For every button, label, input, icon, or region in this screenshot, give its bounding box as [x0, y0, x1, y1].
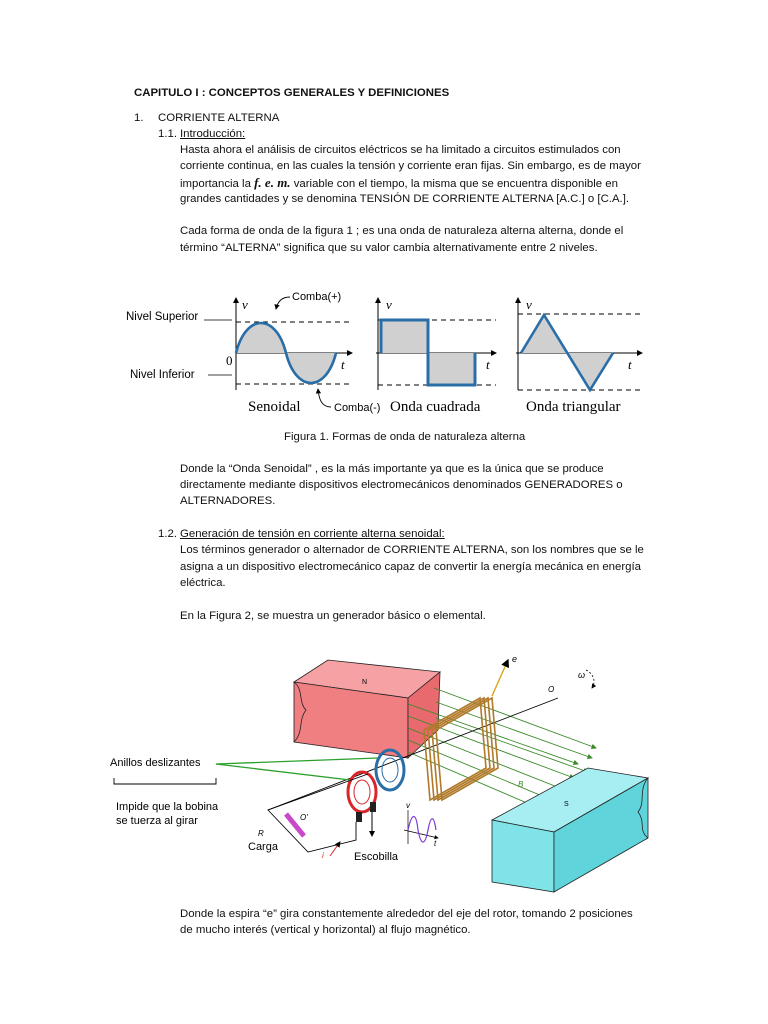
south-pole [492, 768, 648, 892]
t-label: t [341, 357, 345, 372]
paragraph-line: eléctrica. [180, 577, 226, 589]
rotation-arrow [586, 670, 594, 688]
section-number: 1. [134, 112, 144, 124]
section-title: CORRIENTE ALTERNA [158, 112, 280, 124]
positive-half-fill [381, 320, 428, 353]
slip-ring-red-inner [354, 780, 370, 804]
intro-text: variable con el tiempo, la misma que se encuentra disponible en [293, 178, 618, 190]
negative-lobe-fill [286, 353, 336, 383]
fem-symbol: f. e. m. [254, 175, 291, 190]
paragraph-line: ALTERNADORES. [180, 495, 276, 507]
positive-lobe-fill [236, 323, 286, 353]
brush-1 [356, 812, 362, 822]
t-label: t [628, 357, 632, 372]
sine-panel [226, 291, 380, 415]
circuit-wire [268, 774, 368, 852]
paragraph-line: de mucho interés (vertical y horizontal) al flujo magnético. [180, 924, 471, 936]
impide-label-2: se tuerza al girar [116, 815, 198, 827]
paragraph-line: Los términos generador o alternador de CORRIENTE ALTERNA, son los nombres que se le [180, 544, 644, 556]
pole-s-label: S [564, 801, 569, 808]
brush-2 [370, 802, 376, 812]
impide-label-1: Impide que la bobina [116, 801, 219, 813]
slip-ring-blue [376, 750, 404, 790]
paragraph-line: directamente mediante dispositivos electromecánicos denominados GENERADORES o [180, 479, 623, 491]
r-label: R [258, 829, 264, 838]
intro-line: corriente continua, en las cuales la tensión y corriente eran fijas. Sin embargo, es de mayor [180, 160, 641, 172]
axis-o2-label: O' [300, 813, 308, 822]
intro-line: grandes cantidades y se denomina TENSIÓN DE CORRIENTE ALTERNA [A.C.] o [C.A.]. [180, 193, 630, 205]
comba-neg-label: Comba(-) [334, 402, 381, 414]
output-sine [404, 801, 438, 848]
e-label: e [512, 654, 518, 664]
paragraph-line: Donde la espira “e” gira constantemente alrededor del eje del rotor, tomando 2 posiciones [180, 908, 633, 920]
north-pole [294, 660, 440, 758]
v-label: v [386, 297, 392, 312]
triangular-caption: Onda triangular [526, 399, 621, 415]
nivel-superior-label: Nivel Superior [126, 311, 199, 323]
intro-line: Cada forma de onda de la figura 1 ; es una onda de naturaleza alterna alterna, donde el [180, 225, 624, 237]
anillos-label: Anillos deslizantes [110, 757, 201, 769]
cuadrada-caption: Onda cuadrada [390, 399, 481, 415]
chapter-title: CAPITULO I : CONCEPTOS GENERALES Y DEFINICIONES [134, 87, 450, 99]
slip-ring-blue-inner [382, 758, 398, 782]
v-label: v [242, 297, 248, 312]
zero-label: 0 [226, 353, 233, 368]
carga-label: Carga [248, 841, 278, 853]
paragraph-line: Donde la “Onda Senoidal” , es la más importante ya que es la única que se produce [180, 463, 604, 475]
comba-pos-label: Comba(+) [292, 291, 342, 303]
b-field-label: B [518, 780, 524, 789]
axis-o-label: O [548, 685, 555, 694]
comba-neg-arrow [318, 389, 331, 407]
subsection-title: Introducción: [180, 128, 246, 140]
paragraph-line: En la Figura 2, se muestra un generador básico o elemental. [180, 610, 486, 622]
anillos-pointer [216, 764, 350, 780]
figure-1-waveforms [120, 285, 650, 420]
bracket [114, 778, 216, 784]
comba-pos-arrow [276, 297, 290, 309]
t-label: t [486, 357, 490, 372]
figure-1-caption: Figura 1. Formas de onda de naturaleza alterna [284, 431, 526, 443]
senoidal-caption: Senoidal [248, 399, 301, 415]
pole-n-label: N [362, 679, 368, 686]
omega-label: ω [578, 670, 586, 680]
v-label: v [526, 297, 532, 312]
intro-text: importancia la [180, 178, 251, 190]
current-arrow [330, 842, 340, 856]
t-label: t [434, 839, 437, 848]
intro-line: término “ALTERNA” significa que su valor cambia alternativamente entre 2 niveles. [180, 242, 598, 254]
subsection-title: Generación de tensión en corriente alterna senoidal: [180, 528, 445, 540]
anillos-pointer [216, 758, 378, 764]
triangle-panel [516, 297, 642, 415]
positive-half-fill [521, 315, 567, 353]
v-label: v [406, 801, 410, 810]
escobilla-label: Escobilla [354, 851, 399, 863]
square-panel [376, 297, 496, 415]
subsection-number: 1.2. [158, 528, 177, 540]
e-arrow [492, 660, 508, 696]
nivel-inferior-label: Nivel Inferior [130, 369, 195, 381]
negative-half-fill [428, 353, 475, 385]
intro-line [180, 175, 618, 192]
i-label: i [322, 851, 324, 860]
negative-half-fill [567, 353, 613, 390]
paragraph-line: asigna a un dispositivo electromecánico capaz de convertir la energía mecánica en energía [180, 561, 641, 573]
subsection-number: 1.1. [158, 128, 177, 140]
intro-line: Hasta ahora el análisis de circuitos eléctricos se ha limitado a circuitos estimulados con [180, 144, 621, 156]
figure-2-generator [108, 640, 656, 896]
